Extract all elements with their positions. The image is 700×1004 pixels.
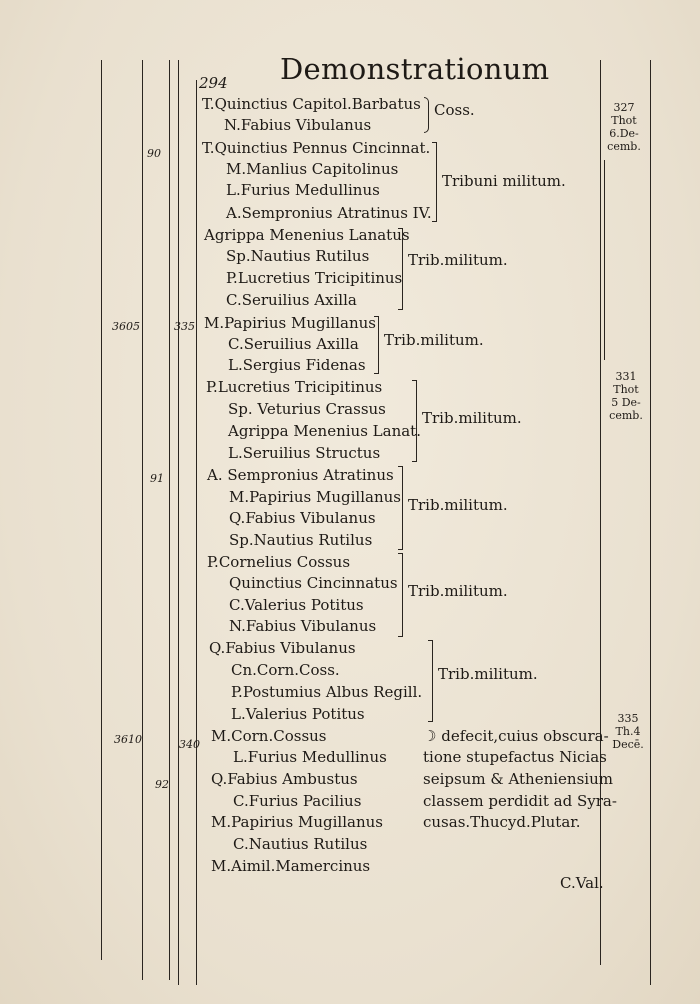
- column-rule: [600, 60, 601, 965]
- entry: Sp.Nautius Rutilus: [229, 531, 373, 549]
- margin-number: 335: [174, 320, 195, 333]
- entry: M.Papirius Mugillanus: [229, 488, 401, 506]
- column-rule: [101, 60, 102, 960]
- entry: A. Sempronius Atratinus: [207, 466, 394, 484]
- entry: M.Manlius Capitolinus: [226, 160, 399, 178]
- right-margin-line: Thot: [611, 114, 637, 127]
- column-rule: [142, 60, 143, 980]
- entry: M.Papirius Mugillanus: [211, 813, 383, 831]
- margin-number: 92: [155, 778, 169, 791]
- entry: T.Quinctius Capitol.Barbatus: [202, 95, 421, 113]
- entry: T.Quinctius Pennus Cincinnat.: [202, 139, 431, 157]
- margin-number: 91: [150, 472, 164, 485]
- column-rule: [604, 160, 605, 360]
- group-label: Trib.militum.: [384, 331, 484, 349]
- entry: C.Nautius Rutilus: [233, 835, 368, 853]
- right-margin-note: [608, 712, 648, 751]
- right-margin-line: cemb.: [609, 409, 643, 422]
- margin-number: 3605: [112, 320, 140, 333]
- right-margin-line: Decē.: [612, 738, 644, 751]
- entry: P.Lucretius Tricipitinus: [226, 269, 403, 287]
- entry: M.Aimil.Mamercinus: [211, 857, 371, 875]
- right-margin-note: [606, 370, 646, 422]
- right-margin-line: 327: [613, 101, 635, 114]
- right-margin-line: 335: [617, 712, 639, 725]
- entry: Q.Fabius Ambustus: [211, 770, 358, 788]
- entry: L.Valerius Potitus: [231, 705, 365, 723]
- column-rule: [178, 60, 179, 985]
- page-number: 294: [199, 74, 228, 92]
- entry: Q.Fabius Vibulanus: [229, 509, 376, 527]
- signature: C.Val.: [560, 874, 604, 892]
- eclipse-note-line: classem perdidit ad Syra-: [423, 792, 617, 810]
- eclipse-note-line: tione stupefactus Nicias: [423, 748, 607, 766]
- brace: [398, 553, 403, 637]
- column-rule: [169, 60, 170, 980]
- entry: L.Furius Medullinus: [233, 748, 387, 766]
- entry: P.Lucretius Tricipitinus: [206, 378, 383, 396]
- entry: C.Seruilius Axilla: [228, 335, 359, 353]
- brace: [412, 380, 417, 462]
- margin-number: 340: [179, 738, 200, 751]
- right-margin-note: [604, 101, 644, 153]
- entry: L.Sergius Fidenas: [228, 356, 366, 374]
- entry: A.Sempronius Atratinus IV.: [226, 204, 432, 222]
- right-margin-line: 5 De-: [611, 396, 641, 409]
- entry: M.Corn.Cossus: [211, 727, 327, 745]
- brace: [398, 228, 403, 310]
- eclipse-note-line: cusas.Thucyd.Plutar.: [423, 813, 581, 831]
- entry: L.Seruilius Structus: [228, 444, 381, 462]
- eclipse-note-line: seipsum & Atheniensium: [423, 770, 613, 788]
- right-margin-line: Th.4: [615, 725, 641, 738]
- entry: Agrippa Menenius Lanatus: [204, 226, 410, 244]
- group-label: Tribuni militum.: [442, 172, 566, 190]
- entry: Quinctius Cincinnatus: [229, 574, 398, 592]
- page-title: Demonstrationum: [280, 52, 550, 86]
- entry: C.Valerius Potitus: [229, 596, 364, 614]
- entry: C.Seruilius Axilla: [226, 291, 357, 309]
- brace: [374, 316, 379, 374]
- entry: Q.Fabius Vibulanus: [209, 639, 356, 657]
- right-margin-line: 331: [615, 370, 637, 383]
- brace: [424, 97, 429, 133]
- right-margin-line: 6.De-: [609, 127, 639, 140]
- entry: Agrippa Menenius Lanat.: [228, 422, 421, 440]
- group-label: Trib.militum.: [422, 409, 522, 427]
- entry: N.Fabius Vibulanus: [229, 617, 377, 635]
- entry: N.Fabius Vibulanus: [224, 116, 372, 134]
- group-label: Trib.militum.: [408, 496, 508, 514]
- entry: C.Furius Pacilius: [233, 792, 362, 810]
- right-margin-line: Thot: [613, 383, 639, 396]
- column-rule: [196, 80, 197, 985]
- entry: P.Cornelius Cossus: [207, 553, 351, 571]
- entry: Sp.Nautius Rutilus: [226, 247, 370, 265]
- entry: P.Postumius Albus Regill.: [231, 683, 423, 701]
- entry: L.Furius Medullinus: [226, 181, 380, 199]
- group-label: Trib.militum.: [438, 665, 538, 683]
- group-label: Trib.militum.: [408, 582, 508, 600]
- brace: [428, 640, 433, 722]
- group-label: Coss.: [434, 101, 475, 119]
- margin-number: 3610: [114, 733, 142, 746]
- brace: [398, 466, 403, 550]
- brace: [432, 142, 437, 222]
- entry: M.Papirius Mugillanus: [204, 314, 376, 332]
- group-label: Trib.militum.: [408, 251, 508, 269]
- right-margin-line: cemb.: [607, 140, 641, 153]
- column-rule: [650, 60, 651, 985]
- margin-number: 90: [147, 147, 161, 160]
- entry: Sp. Veturius Crassus: [228, 400, 386, 418]
- entry: Cn.Corn.Coss.: [231, 661, 340, 679]
- eclipse-note-line: ☽ defecit,cuius obscura-: [423, 727, 609, 745]
